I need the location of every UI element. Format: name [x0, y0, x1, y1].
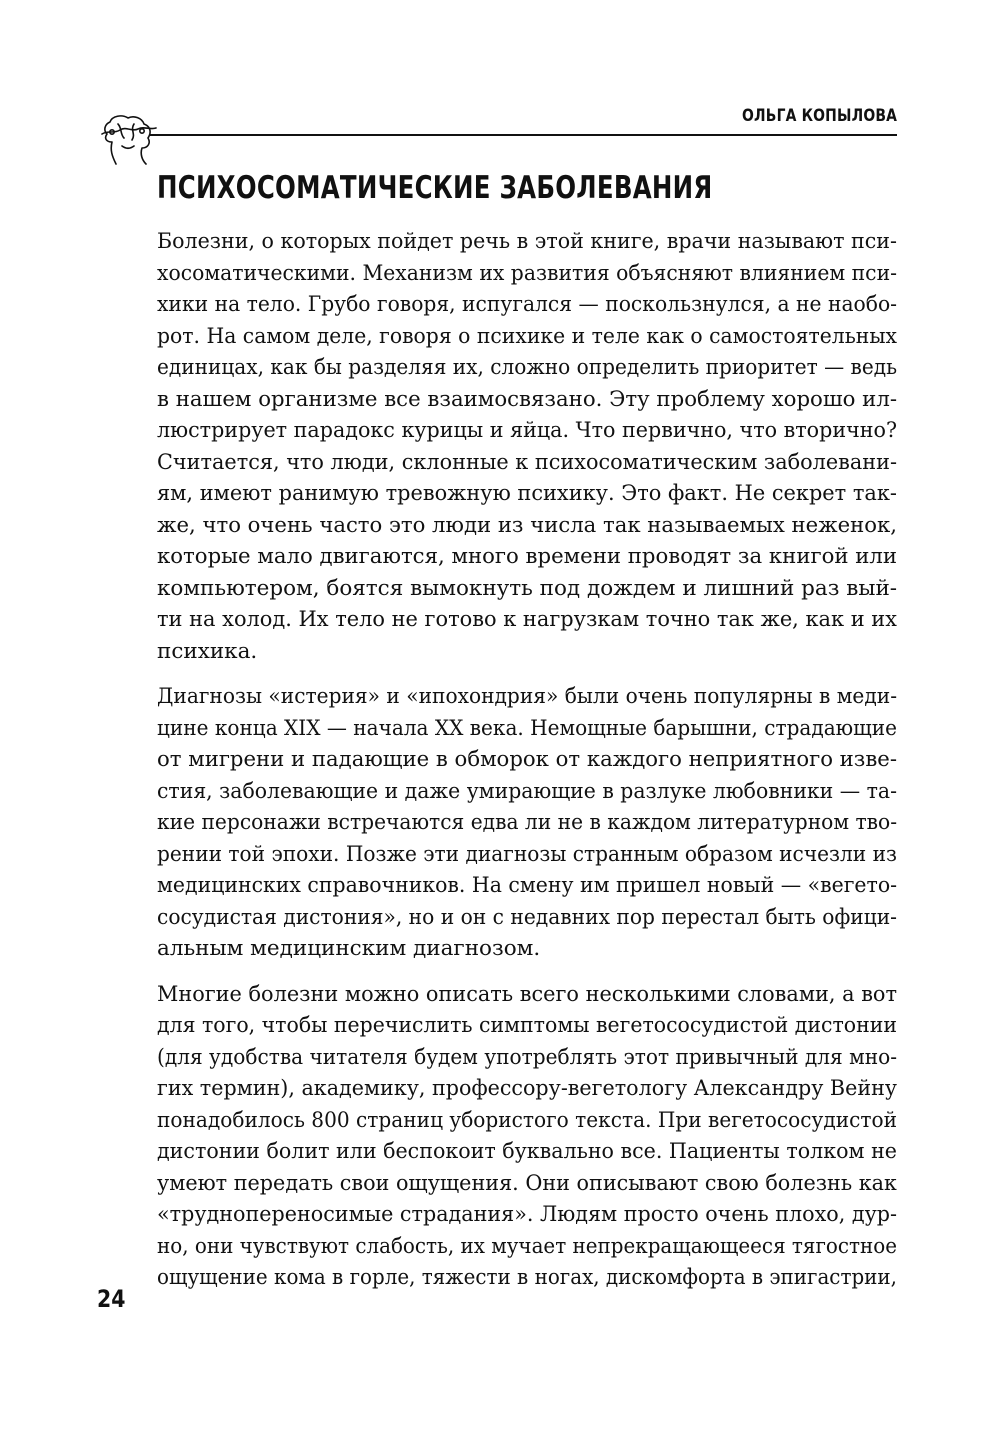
header-rule [150, 134, 897, 136]
text-line: компьютером, боятся вымокнуть под дождем и лишний раз вый- [157, 575, 898, 601]
paragraph-3 [157, 979, 897, 1294]
text-line: (для удобства читателя будем употреблять этот привычный для мно- [157, 1044, 898, 1070]
text-line: которые мало двигаются, много времени проводят за книгой или [157, 544, 898, 569]
text-line: медицинских справочников. На смену им пришел новый — «вегето- [157, 873, 898, 898]
text-line: ощущение кома в горле, тяжести в ногах, дискомфорта в эпигастрии, [157, 1265, 898, 1290]
text-line: для того, чтобы перечислить симптомы вегетососудистой дистонии [157, 1013, 898, 1038]
text-line: Диагнозы «истерия» и «ипохондрия» были очень популярны в меди- [157, 684, 898, 709]
text-line: люстрирует парадокс курицы и яйца. Что первично, что вторично? [157, 418, 898, 443]
text-line: же, что очень часто это люди из числа так называемых неженок, [157, 512, 898, 538]
text-line: ти на холод. Их тело не готово к нагрузкам точно так же, как и их [157, 607, 897, 632]
text-line: Многие болезни можно описать всего несколькими словами, а вот [157, 981, 897, 1007]
text-line: от мигрени и падающие в обморок от каждого неприятного изве- [157, 747, 898, 772]
text-line: рении той эпохи. Позже эти диагнозы странным образом исчезли из [157, 841, 897, 867]
text-line: хосоматическими. Механизм их развития объясняют влиянием пси- [157, 260, 897, 286]
chapter-title: ПСИХОСОМАТИЧЕСКИЕ ЗАБОЛЕВАНИЯ [157, 170, 713, 206]
text-line: Считается, что люди, склонные к психосоматическим заболевани- [157, 449, 898, 475]
text-line: психика. [157, 638, 258, 664]
text-line: понадобилось 800 страниц убористого текста. При вегетососудистой [157, 1107, 897, 1133]
text-line: единицах, как бы разделяя их, сложно определить приоритет — ведь [157, 355, 898, 380]
text-line: цине конца XIX — начала XX века. Немощные барышни, страдающие [157, 715, 897, 741]
body-text [157, 226, 897, 1308]
text-line: гих термин), академику, профессору-вегетологу Александру Вейну [157, 1076, 898, 1101]
text-line: ям, имеют ранимую тревожную психику. Это факт. Не секрет так- [157, 481, 897, 506]
text-line: умеют передать свои ощущения. Они описывают свою болезнь как [157, 1170, 897, 1196]
text-line: альным медицинским диагнозом. [157, 936, 541, 961]
text-line: кие персонажи встречаются едва ли не в каждом литературном тво- [157, 810, 898, 835]
text-line: сосудистая дистония», но и он с недавних пор перестал быть офици- [157, 904, 898, 930]
text-line: но, они чувствуют слабость, их мучает непрекращающееся тягостное [157, 1233, 897, 1259]
text-line: Болезни, о которых пойдет речь в этой книге, врачи называют пси- [157, 229, 897, 254]
text-line: рот. На самом деле, говоря о психике и теле как о самостоятельных [157, 323, 898, 349]
text-line: в нашем организме все взаимосвязано. Эту проблему хорошо ил- [157, 386, 898, 412]
text-line: дистонии болит или беспокоит буквально все. Пациенты толком не [157, 1139, 898, 1164]
head-sketch-icon [98, 112, 158, 168]
text-line: хики на тело. Грубо говоря, испугался — поскользнулся, а не наобо- [157, 292, 898, 317]
paragraph-2 [157, 681, 897, 965]
text-line: стия, заболевающие и даже умирающие в разлуке любовники — та- [157, 778, 897, 804]
text-line: «труднопереносимые страдания». Людям просто очень плохо, дур- [157, 1202, 897, 1227]
page-number: 24 [97, 1285, 126, 1313]
running-head-author: ОЛЬГА КОПЫЛОВА [741, 106, 897, 126]
paragraph-1 [157, 226, 897, 667]
